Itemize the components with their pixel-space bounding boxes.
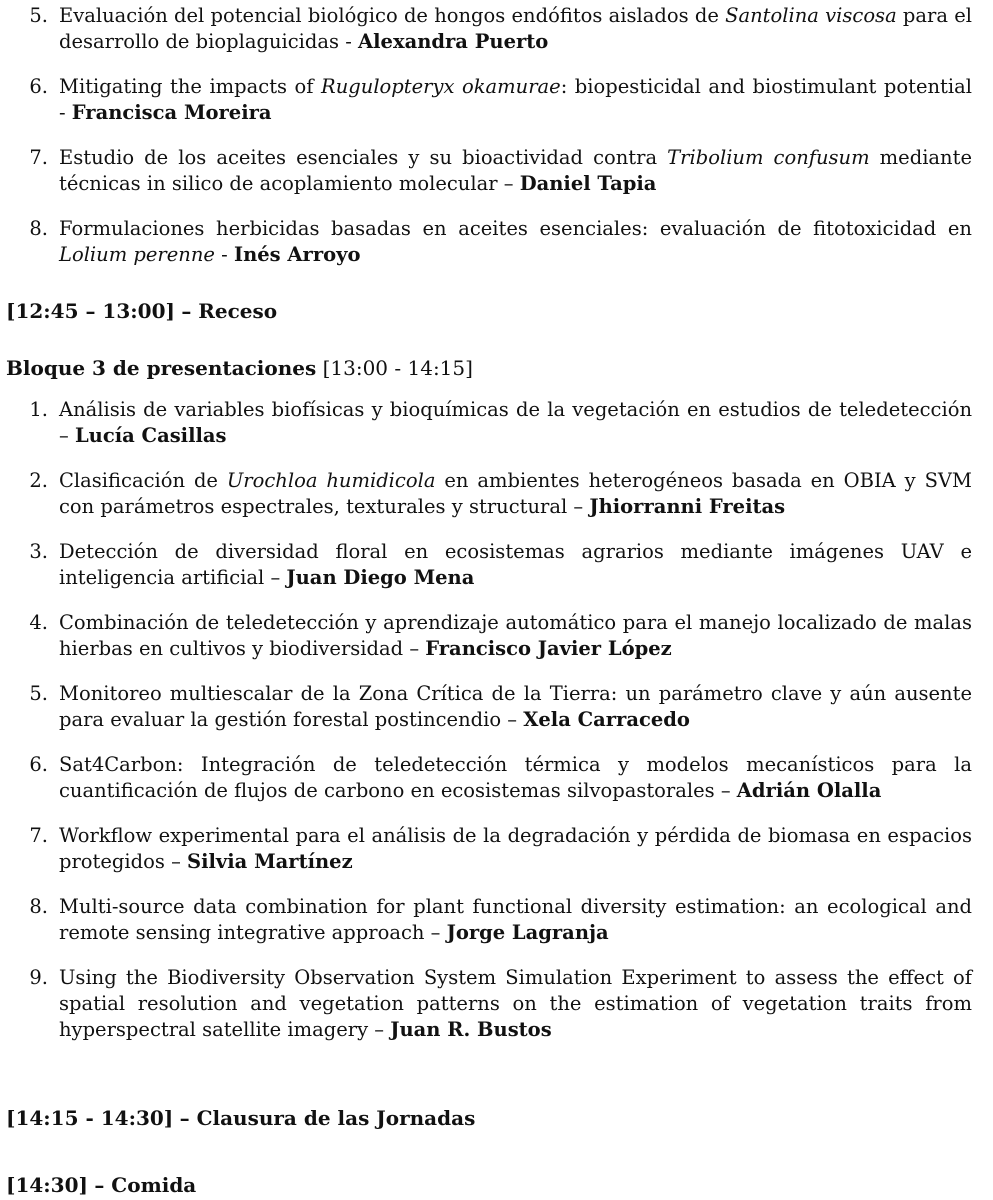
species-name: Lolium perenne	[59, 243, 215, 266]
talk-number: 5.	[29, 4, 48, 27]
talk-title-text: Estudio de los aceites esenciales y su bioactividad contra	[59, 146, 668, 169]
lunch-title: – Comida	[94, 1173, 197, 1197]
talk-title-text: Workflow experimental para el análisis de la degradación y pérdida de biomasa en espacios protegidos –	[59, 824, 972, 873]
talk-number: 8.	[29, 895, 48, 918]
block3-heading	[6, 355, 473, 381]
talk-number: 1.	[29, 398, 48, 421]
lunch-time: [14:30]	[6, 1173, 88, 1197]
species-name: Tribolium confusum	[667, 146, 870, 169]
talk-number: 5.	[29, 682, 48, 705]
species-name: Santolina viscosa	[725, 4, 897, 27]
talk-title-text: Using the Biodiversity Observation System Simulation Experiment to assess the effect of spatial resolution and vegetation patterns on the estimation of vegetation traits from hyperspectral satellite imagery –	[59, 966, 972, 1041]
speaker-name: Lucía Casillas	[74, 424, 227, 447]
talk-item	[28, 397, 972, 449]
talk-item	[28, 216, 972, 268]
species-name: Rugulopteryx okamurae	[321, 75, 561, 98]
speaker-name: Daniel Tapia	[519, 172, 657, 195]
talk-item	[28, 539, 972, 591]
talk-item	[28, 681, 972, 733]
species-name: Urochloa humidicola	[226, 469, 436, 492]
break-title: – Receso	[181, 299, 278, 323]
talk-item	[28, 610, 972, 662]
closing-title: – Clausura de las Jornadas	[179, 1106, 476, 1130]
speaker-name: Silvia Martínez	[187, 850, 353, 873]
talk-number: 2.	[29, 469, 48, 492]
talk-title-text: : biopesticidal and biostimulant potential -	[59, 75, 972, 124]
closing-time: [14:15 - 14:30]	[6, 1106, 174, 1130]
talk-item	[28, 965, 972, 1043]
talk-item	[28, 752, 972, 804]
talk-title-text: mediante técnicas in silico de acoplamiento molecular –	[59, 146, 972, 195]
speaker-name: Juan Diego Mena	[286, 566, 475, 589]
talk-number: 7.	[29, 824, 48, 847]
talk-title-text: Análisis de variables biofísicas y bioquímicas de la vegetación en estudios de teledetección –	[59, 398, 972, 447]
talk-title-text: Clasificación de	[59, 469, 227, 492]
break-time: [12:45 – 13:00]	[6, 299, 175, 323]
talk-title-text: -	[214, 243, 234, 266]
break-receso	[6, 298, 277, 324]
talk-number: 4.	[29, 611, 48, 634]
talk-title-text: Monitoreo multiescalar de la Zona Crítica de la Tierra: un parámetro clave y aún ausente para evaluar la gestión forestal postincendio –	[59, 682, 972, 731]
talk-number: 3.	[29, 540, 48, 563]
block3-talk-list	[28, 397, 972, 1043]
talk-title-text: Multi-source data combination for plant functional diversity estimation: an ecological and remote sensing integrative approach –	[59, 895, 972, 944]
speaker-name: Alexandra Puerto	[358, 30, 549, 53]
talk-item	[28, 145, 972, 197]
talk-item	[28, 894, 972, 946]
talk-title-text: Sat4Carbon: Integración de teledetección térmica y modelos mecanísticos para la cuantificación de flujos de carbono en ecosistemas silvopastorales –	[59, 753, 972, 802]
talk-title-text: en ambientes heterogéneos basada en OBIA y SVM con parámetros espectrales, texturales y structural –	[59, 469, 972, 518]
talk-title-text: Combinación de teledetección y aprendizaje automático para el manejo localizado de malas hierbas en cultivos y biodiversidad –	[59, 611, 972, 660]
speaker-name: Adrián Olalla	[736, 779, 882, 802]
speaker-name: Xela Carracedo	[523, 708, 690, 731]
speaker-name: Juan R. Bustos	[390, 1018, 552, 1041]
speaker-name: Francisca Moreira	[71, 101, 272, 124]
talk-item	[28, 3, 972, 55]
talk-number: 8.	[29, 217, 48, 240]
talk-item	[28, 74, 972, 126]
talk-item	[28, 823, 972, 875]
block2-talk-list	[28, 3, 972, 268]
talk-number: 6.	[29, 753, 48, 776]
talk-title-text: Mitigating the impacts of	[59, 75, 322, 98]
talk-item	[28, 468, 972, 520]
speaker-name: Jhiorranni Freitas	[589, 495, 786, 518]
closing-session	[6, 1105, 475, 1131]
lunch	[6, 1172, 196, 1198]
talk-title-text: Evaluación del potencial biológico de hongos endófitos aislados de	[59, 4, 726, 27]
talk-number: 6.	[29, 75, 48, 98]
speaker-name: Francisco Javier López	[425, 637, 672, 660]
speaker-name: Inés Arroyo	[233, 243, 361, 266]
speaker-name: Jorge Lagranja	[446, 921, 609, 944]
talk-title-text: Detección de diversidad floral en ecosistemas agrarios mediante imágenes UAV e inteligencia artificial –	[59, 540, 972, 589]
block3-title: Bloque 3 de presentaciones	[6, 356, 317, 380]
talk-number: 7.	[29, 146, 48, 169]
block3-time: [13:00 - 14:15]	[322, 356, 473, 380]
talk-title-text: para el desarrollo de bioplaguicidas -	[59, 4, 973, 53]
talk-title-text: Formulaciones herbicidas basadas en aceites esenciales: evaluación de fitotoxicidad en	[59, 217, 972, 240]
talk-number: 9.	[29, 966, 48, 989]
